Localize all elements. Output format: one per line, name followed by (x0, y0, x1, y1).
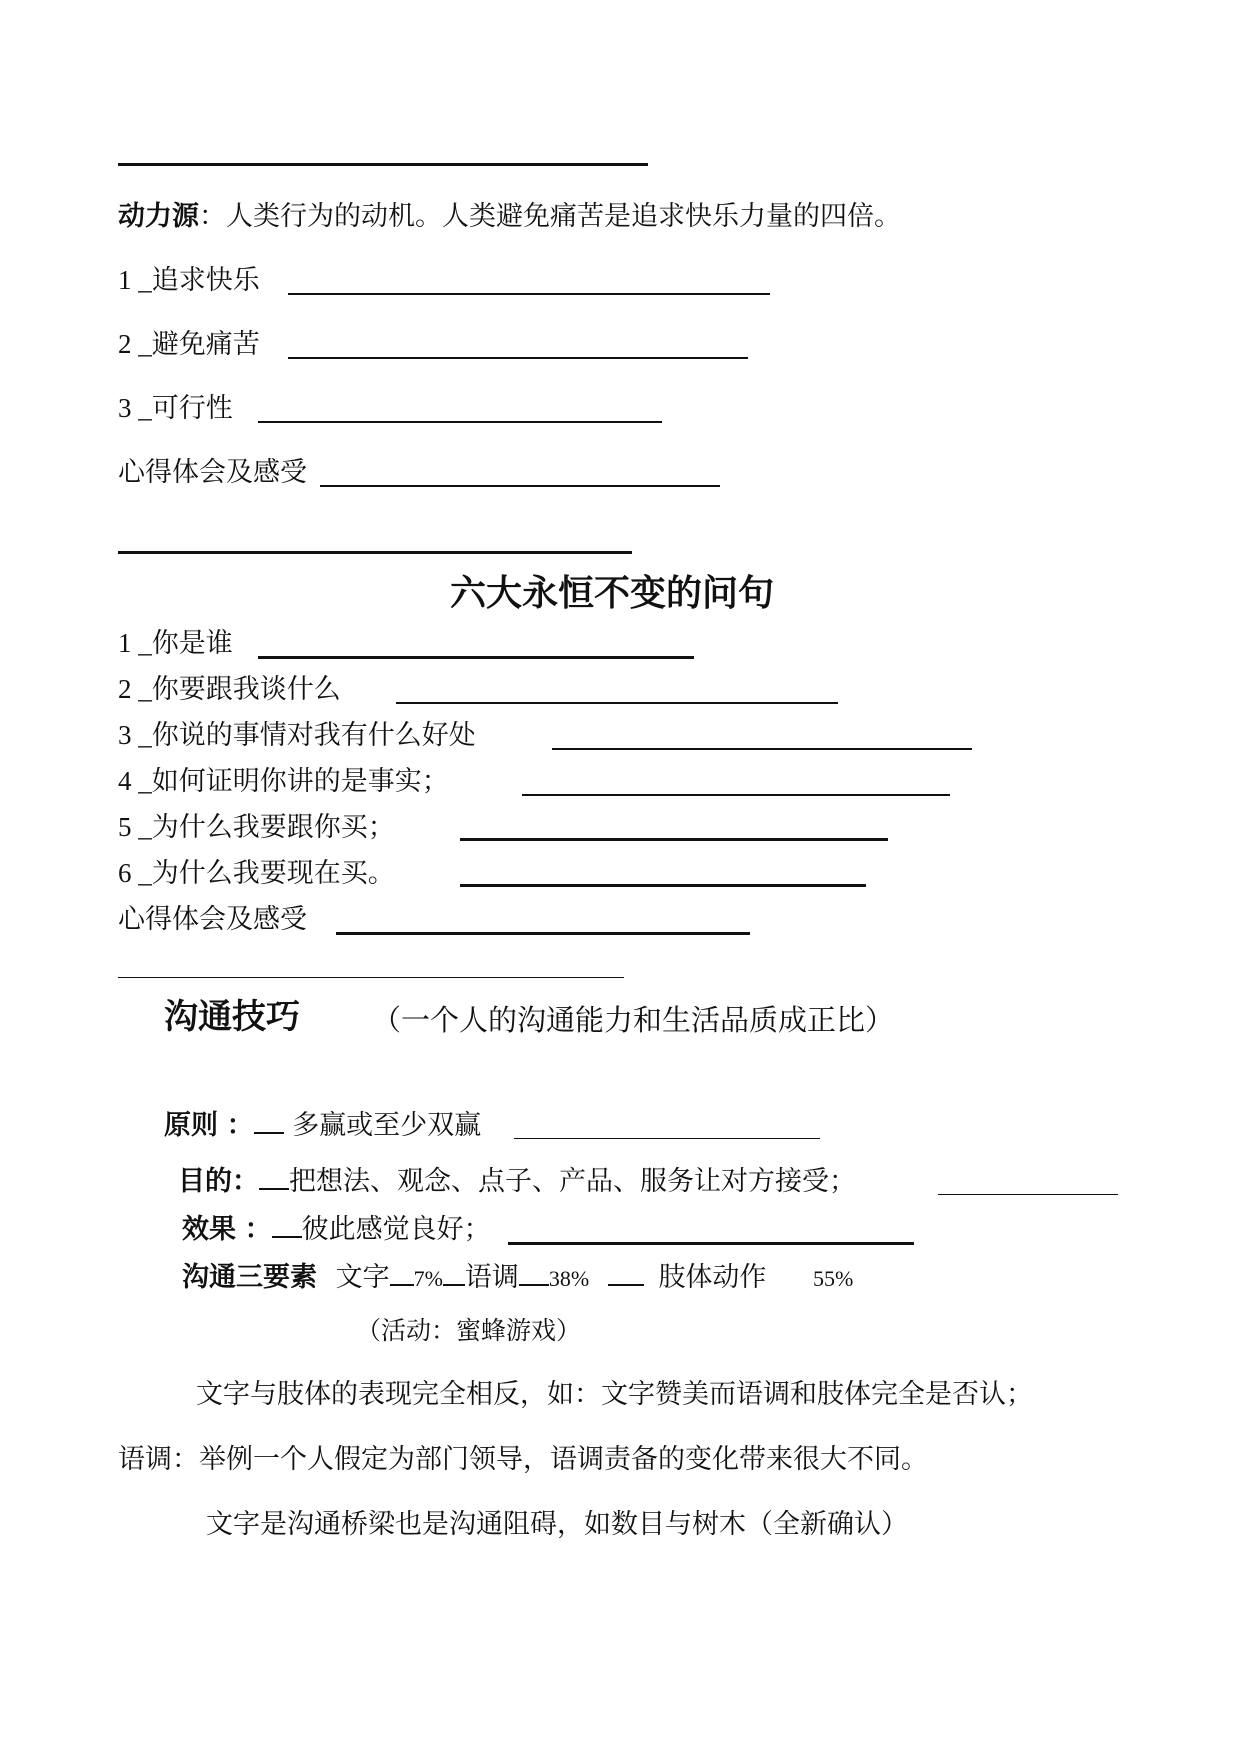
answer-line (258, 421, 662, 423)
communication-title: 沟通技巧 (164, 997, 300, 1037)
activity-note: （活动：蜜蜂游戏） (356, 1316, 582, 1345)
elements-body-label: 肢体动作 (658, 1262, 767, 1293)
blank (272, 1235, 302, 1238)
section-divider (118, 977, 624, 978)
answer-line (396, 702, 838, 704)
item-number: 2 _ (118, 674, 152, 704)
purpose-sep: ： (232, 1166, 259, 1197)
top-divider (118, 163, 648, 166)
communication-paragraph-1: 文字与肢体的表现完全相反，如：文字赞美而语调和肢体完全是否认； (196, 1379, 1033, 1410)
blank (259, 1187, 289, 1190)
item-number: 1 _ (118, 265, 152, 295)
effect-line (182, 1216, 491, 1243)
item-number: 6 _ (118, 858, 152, 888)
item-label: 为什么我要跟你买； (151, 812, 395, 843)
item-label: 追求快乐 (151, 265, 260, 296)
principle-sep: ： (226, 1110, 254, 1141)
purpose-label: 目的 (178, 1166, 232, 1197)
elements-label: 沟通三要素 (182, 1262, 317, 1293)
answer-line (460, 884, 866, 887)
blank (254, 1131, 284, 1134)
answer-line (320, 485, 720, 487)
principle-label: 原则 (164, 1110, 218, 1141)
item-label: 你是谁 (151, 628, 233, 659)
item-label: 可行性 (151, 393, 233, 424)
item-label: 如何证明你讲的是事实； (151, 766, 449, 797)
answer-line (552, 748, 972, 750)
item-label: 避免痛苦 (151, 329, 260, 360)
item-number: 3 _ (118, 720, 152, 750)
elements-tone-label: 语调 (464, 1262, 519, 1293)
question-item-2 (118, 676, 341, 703)
motivation-text: 人类行为的动机。人类避免痛苦是追求快乐力量的四倍。 (226, 201, 901, 232)
elements-body-pct: 55% (813, 1266, 854, 1291)
questions-reflection: 心得体会及感受 (118, 904, 307, 935)
questions-title: 六大永恒不变的问句 (450, 572, 775, 614)
item-number: 1 _ (118, 628, 152, 658)
purpose-value: 把想法、观念、点子、产品、服务让对方接受； (289, 1166, 856, 1197)
blank (608, 1283, 644, 1286)
principle-line (164, 1112, 481, 1139)
question-item-3 (118, 722, 476, 749)
blank (443, 1283, 465, 1286)
section-divider (118, 551, 632, 554)
blank (519, 1283, 549, 1286)
principle-value: 多赢或至少双赢 (292, 1110, 482, 1141)
elements-text-label: 文字 (335, 1262, 390, 1293)
item-number: 4 _ (118, 766, 152, 796)
effect-sep: ： (244, 1214, 272, 1245)
motivation-item-3 (118, 395, 233, 422)
answer-line (336, 932, 750, 935)
motivation-item-1 (118, 267, 260, 294)
motivation-heading: 动力源 (118, 201, 199, 232)
item-label: 你说的事情对我有什么好处 (151, 720, 476, 751)
elements-tone-pct: 38% (548, 1266, 590, 1291)
effect-label: 效果 (182, 1214, 236, 1245)
item-label: 你要跟我谈什么 (151, 674, 341, 705)
answer-line (522, 794, 950, 796)
question-item-4 (118, 768, 449, 795)
answer-line (258, 656, 694, 659)
item-number: 5 _ (118, 812, 152, 842)
answer-line (460, 838, 888, 841)
communication-subtitle: （一个人的沟通能力和生活品质成正比） (372, 1003, 895, 1037)
motivation-item-2 (118, 331, 260, 358)
item-number: 3 _ (118, 393, 152, 423)
blank (390, 1283, 414, 1286)
answer-line (514, 1138, 820, 1139)
effect-value: 彼此感觉良好； (301, 1214, 491, 1245)
purpose-line (178, 1168, 856, 1195)
motivation-line (118, 203, 901, 230)
motivation-colon: ： (199, 201, 226, 232)
elements-line (182, 1264, 853, 1291)
motivation-reflection: 心得体会及感受 (118, 457, 307, 488)
answer-line (288, 357, 748, 359)
answer-line (938, 1194, 1118, 1195)
question-item-5 (118, 814, 395, 841)
question-item-1 (118, 630, 233, 657)
item-number: 2 _ (118, 329, 152, 359)
elements-text-pct: 7% (413, 1266, 443, 1291)
communication-paragraph-3: 文字是沟通桥梁也是沟通阻碍，如数目与树木（全新确认） (206, 1509, 908, 1540)
communication-paragraph-2: 语调：举例一个人假定为部门领导，语调责备的变化带来很大不同。 (118, 1444, 928, 1475)
item-label: 为什么我要现在买。 (151, 858, 395, 889)
question-item-6 (118, 860, 395, 887)
answer-line (288, 293, 770, 295)
answer-line (508, 1242, 914, 1245)
